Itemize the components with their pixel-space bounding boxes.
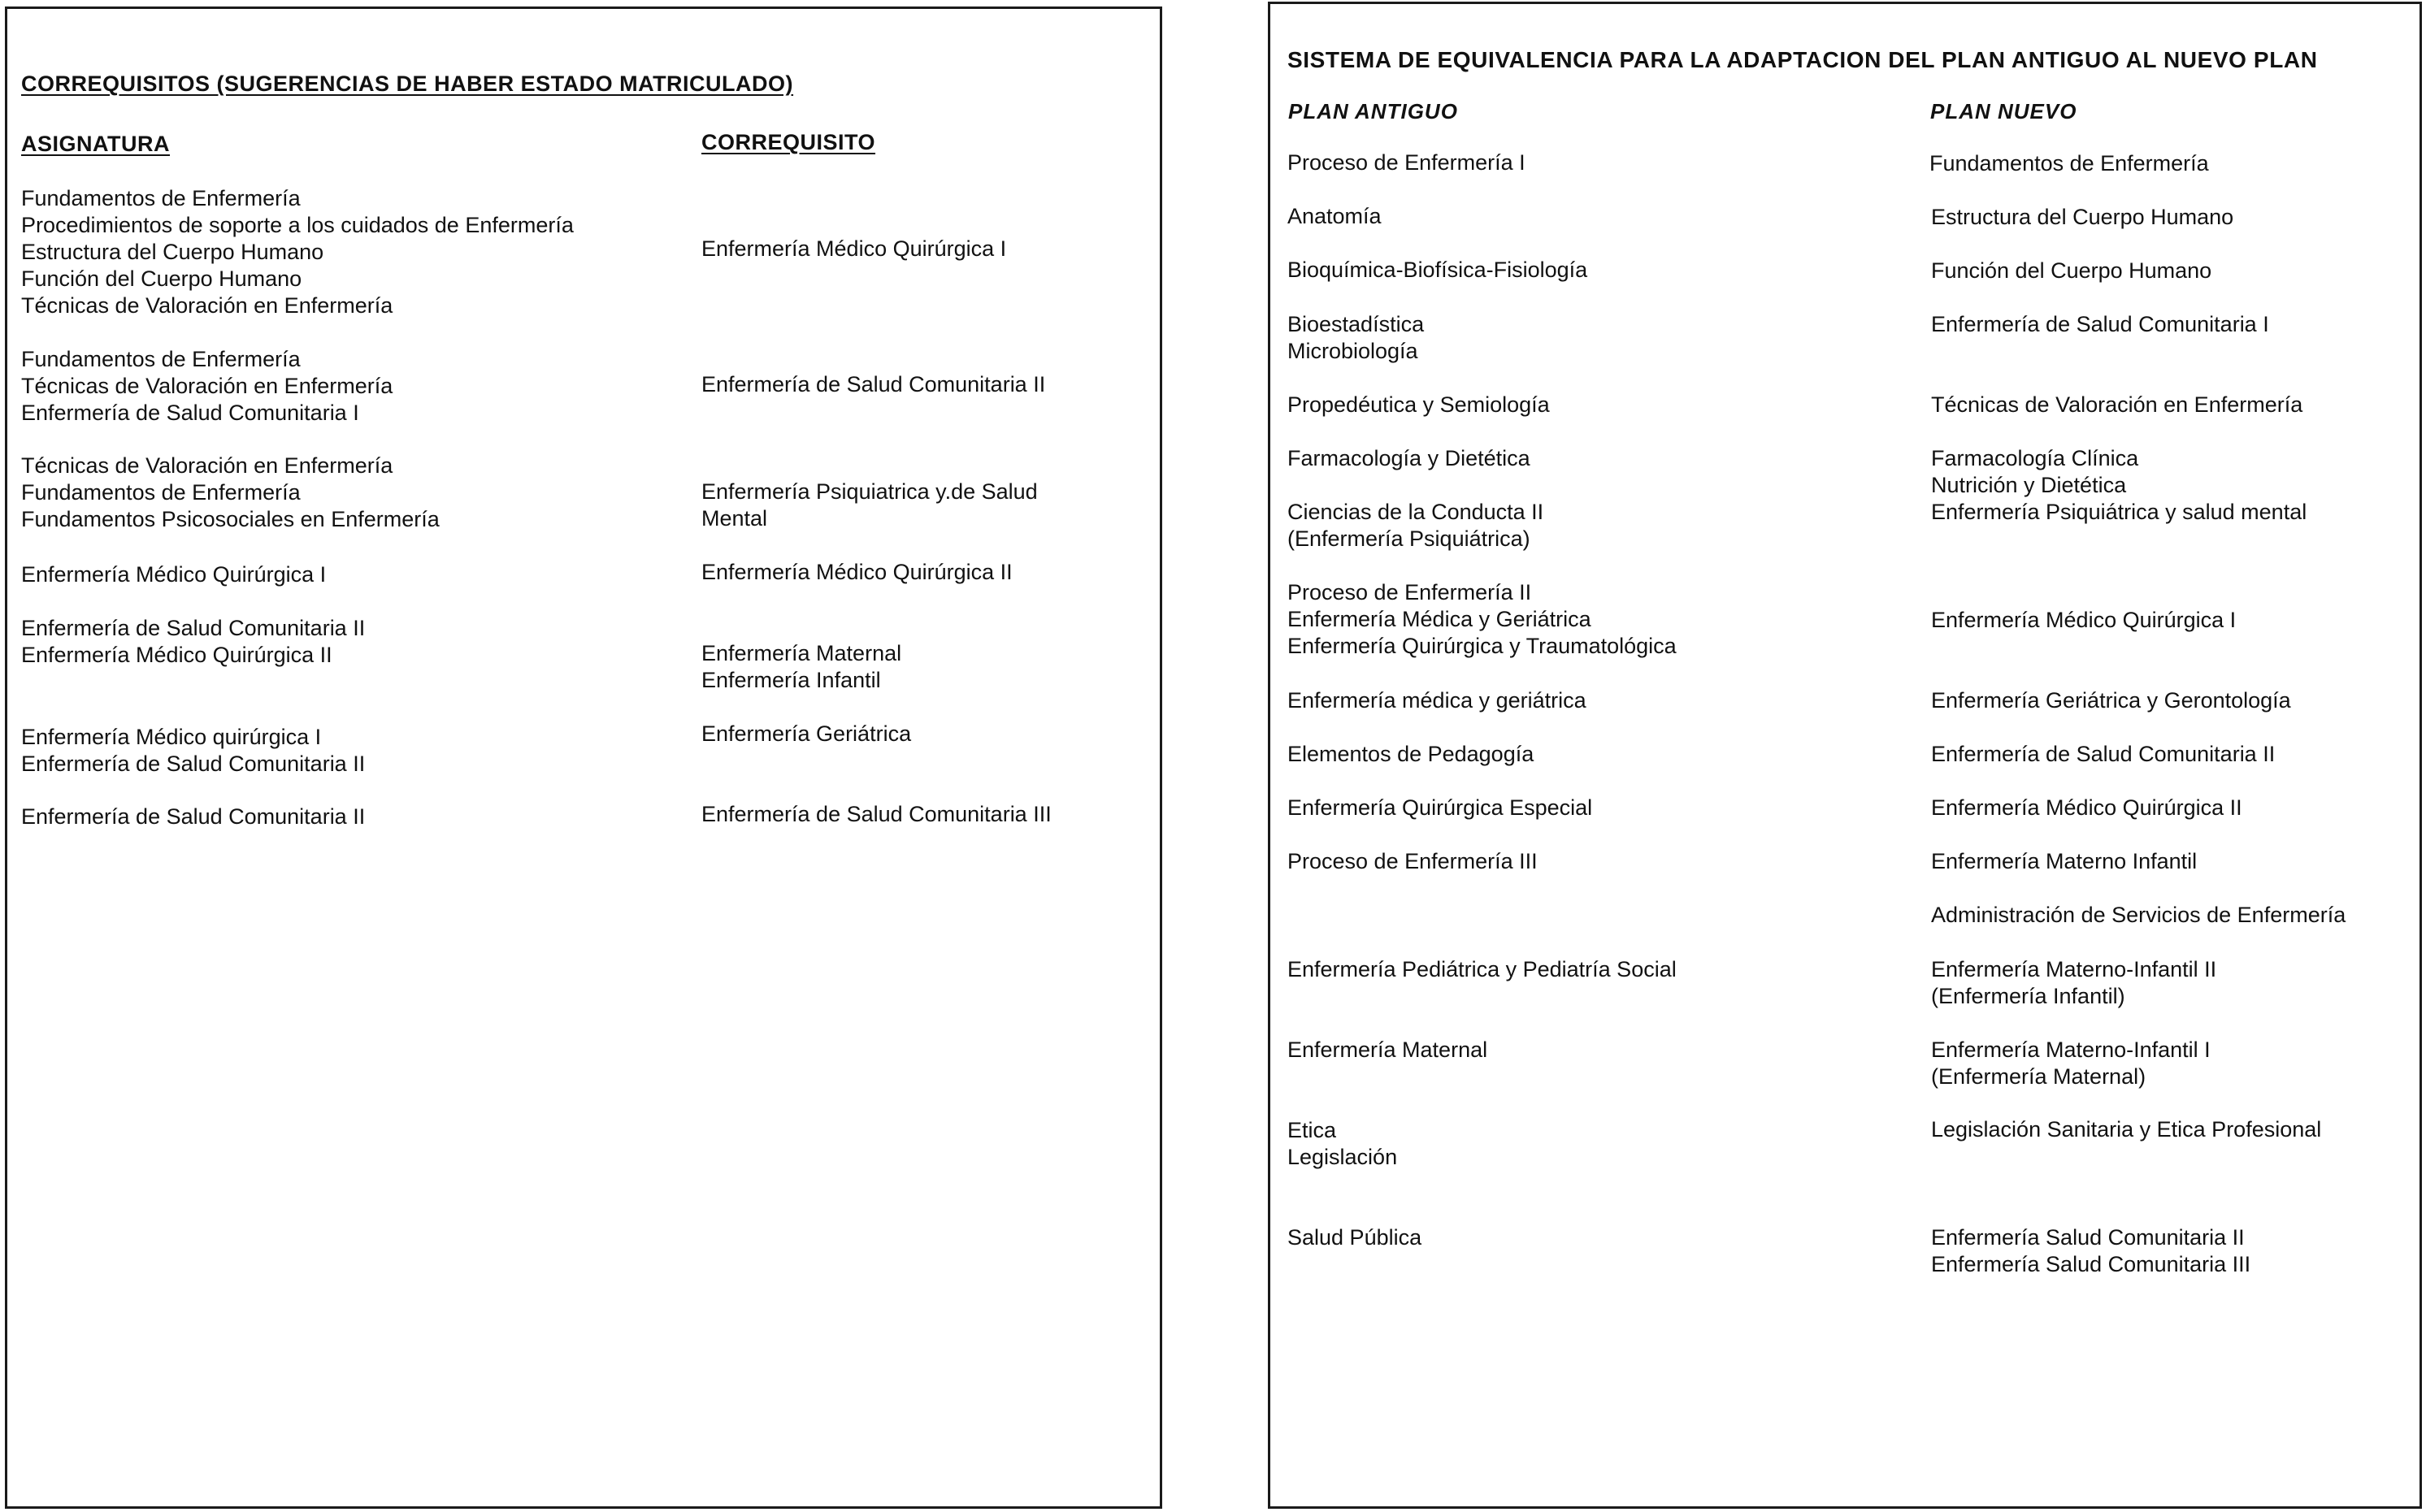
plan-nuevo-header: PLAN NUEVO: [1930, 99, 2077, 123]
plan-nuevo-line: Enfermería de Salud Comunitaria II: [1931, 742, 2276, 766]
asignatura-item: Enfermería de Salud Comunitaria II: [21, 752, 366, 776]
asignatura-group: [21, 724, 365, 778]
plan-antiguo-line: Elementos de Pedagogía: [1287, 742, 1534, 766]
plan-nuevo-line: Técnicas de Valoración en Enfermería: [1931, 392, 2303, 417]
plan-antiguo-cell: [1287, 445, 1530, 472]
plan-nuevo-line: Administración de Servicios de Enfermería: [1931, 903, 2346, 927]
plan-antiguo-line: Proceso de Enfermería I: [1287, 150, 1525, 175]
asignatura-item: Fundamentos de Enfermería: [21, 186, 301, 210]
plan-nuevo-cell: [1931, 1037, 2211, 1090]
plan-nuevo-cell: [1929, 150, 2209, 177]
correquisito-line: Enfermería de Salud Comunitaria II: [701, 372, 1046, 396]
plan-antiguo-cell: [1287, 1117, 1397, 1171]
plan-antiguo-line: Enfermería Maternal: [1287, 1038, 1488, 1062]
asignatura-item: Técnicas de Valoración en Enfermería: [21, 374, 393, 398]
correquisito-header: CORREQUISITO: [701, 130, 876, 154]
correquisito-item: [701, 236, 1006, 262]
plan-antiguo-cell: [1287, 499, 1543, 552]
asignatura-item: Fundamentos Psicosociales en Enfermería: [21, 507, 440, 531]
plan-antiguo-line: (Enfermería Psiquiátrica): [1287, 526, 1530, 551]
plan-antiguo-cell: [1287, 687, 1586, 714]
asignatura-group: [21, 346, 393, 427]
plan-nuevo-cell: [1931, 956, 2216, 1010]
asignatura-item: Técnicas de Valoración en Enfermería: [21, 293, 393, 318]
plan-nuevo-cell: [1931, 1224, 2250, 1278]
correquisitos-title: CORREQUISITOS (SUGERENCIAS DE HABER ESTADO MATRICULADO): [21, 71, 794, 96]
plan-antiguo-line: Enfermería Quirúrgica Especial: [1287, 795, 1593, 820]
plan-antiguo-line: Etica: [1287, 1118, 1337, 1142]
plan-nuevo-cell: [1931, 445, 2138, 499]
asignatura-group: [21, 561, 326, 588]
correquisito-line: Mental: [701, 506, 768, 531]
asignatura-item: Enfermería de Salud Comunitaria II: [21, 804, 366, 829]
plan-nuevo-cell: [1931, 258, 2211, 284]
plan-antiguo-line: Enfermería Quirúrgica y Traumatológica: [1287, 634, 1677, 658]
plan-nuevo-line: Nutrición y Dietética: [1931, 473, 2127, 497]
plan-antiguo-line: Propedéutica y Semiología: [1287, 392, 1550, 417]
plan-nuevo-line: Enfermería Materno Infantil: [1931, 849, 2198, 873]
plan-nuevo-cell: [1931, 607, 2236, 634]
correquisito-item: [701, 371, 1045, 398]
plan-nuevo-cell: [1931, 902, 2346, 929]
plan-antiguo-cell: [1287, 1037, 1487, 1064]
plan-nuevo-line: Enfermería Geriátrica y Gerontología: [1931, 688, 2291, 713]
plan-antiguo-cell: [1287, 392, 1550, 418]
equivalencia-title: SISTEMA DE EQUIVALENCIA PARA LA ADAPTACION DEL PLAN ANTIGUO AL NUEVO PLAN: [1287, 47, 2318, 72]
plan-nuevo-line: Farmacología Clínica: [1931, 446, 2139, 470]
plan-nuevo-cell: [1931, 392, 2302, 418]
plan-antiguo-line: Microbiología: [1287, 339, 1418, 363]
asignatura-item: Enfermería de Salud Comunitaria II: [21, 616, 366, 640]
plan-nuevo-line: Enfermería Materno-Infantil I: [1931, 1038, 2211, 1062]
correquisito-line: Enfermería Médico Quirúrgica I: [701, 236, 1007, 261]
plan-nuevo-line: Enfermería Médico Quirúrgica II: [1931, 795, 2242, 820]
correquisito-line: Enfermería Geriátrica: [701, 721, 912, 746]
asignatura-group: [21, 185, 574, 319]
plan-antiguo-cell: [1287, 579, 1677, 660]
asignatura-item: Enfermería de Salud Comunitaria I: [21, 401, 359, 425]
correquisito-line: Enfermería Infantil: [701, 668, 881, 692]
plan-antiguo-line: Salud Pública: [1287, 1225, 1422, 1250]
plan-antiguo-header: PLAN ANTIGUO: [1288, 99, 1458, 123]
asignatura-item: Estructura del Cuerpo Humano: [21, 240, 324, 264]
plan-nuevo-cell: [1931, 1116, 2321, 1143]
correquisito-item: [701, 479, 1038, 532]
correquisito-line: Enfermería Médico Quirúrgica II: [701, 560, 1013, 584]
plan-antiguo-cell: [1287, 956, 1677, 983]
plan-nuevo-line: Función del Cuerpo Humano: [1931, 258, 2212, 283]
plan-nuevo-cell: [1931, 795, 2242, 821]
asignatura-item: Fundamentos de Enfermería: [21, 347, 301, 371]
plan-antiguo-line: Ciencias de la Conducta II: [1287, 500, 1544, 524]
plan-nuevo-line: Enfermería Psiquiátrica y salud mental: [1931, 500, 2307, 524]
correquisito-item: [701, 640, 901, 694]
plan-antiguo-line: Enfermería Médica y Geriátrica: [1287, 607, 1591, 631]
plan-antiguo-line: Anatomía: [1287, 204, 1382, 228]
plan-nuevo-line: (Enfermería Infantil): [1931, 984, 2125, 1008]
correquisito-line: Enfermería Maternal: [701, 641, 902, 665]
plan-nuevo-line: Enfermería de Salud Comunitaria I: [1931, 312, 2269, 336]
plan-nuevo-line: Enfermería Médico Quirúrgica I: [1931, 608, 2237, 632]
plan-antiguo-line: Farmacología y Dietética: [1287, 446, 1530, 470]
plan-antiguo-cell: [1287, 311, 1424, 365]
asignatura-item: Enfermería Médico Quirúrgica II: [21, 643, 332, 667]
correquisito-item: [701, 801, 1052, 828]
correquisito-line: Enfermería de Salud Comunitaria III: [701, 802, 1052, 826]
plan-nuevo-cell: [1931, 204, 2233, 231]
plan-antiguo-cell: [1287, 149, 1525, 176]
asignatura-group: [21, 453, 440, 533]
plan-nuevo-cell: [1931, 687, 2291, 714]
asignatura-item: Enfermería Médico quirúrgica I: [21, 725, 322, 749]
plan-antiguo-cell: [1287, 1224, 1421, 1251]
asignatura-group: [21, 804, 365, 830]
plan-nuevo-line: Legislación Sanitaria y Etica Profesional: [1931, 1117, 2322, 1142]
correquisito-line: Enfermería Psiquiatrica y.de Salud: [701, 479, 1038, 504]
plan-nuevo-cell: [1931, 499, 2307, 526]
plan-antiguo-line: Enfermería Pediátrica y Pediatría Social: [1287, 957, 1677, 981]
plan-antiguo-line: Enfermería médica y geriátrica: [1287, 688, 1586, 713]
plan-nuevo-line: Enfermería Salud Comunitaria III: [1931, 1252, 2251, 1276]
plan-antiguo-line: Proceso de Enfermería II: [1287, 580, 1532, 604]
plan-antiguo-cell: [1287, 203, 1382, 230]
plan-antiguo-cell: [1287, 848, 1538, 875]
plan-nuevo-line: Enfermería Materno-Infantil II: [1931, 957, 2217, 981]
asignatura-header: ASIGNATURA: [21, 132, 170, 156]
asignatura-item: Fundamentos de Enfermería: [21, 480, 301, 505]
plan-antiguo-line: Bioquímica-Biofísica-Fisiología: [1287, 258, 1588, 282]
plan-nuevo-line: (Enfermería Maternal): [1931, 1064, 2146, 1089]
plan-antiguo-line: Legislación: [1287, 1145, 1398, 1169]
asignatura-item: Técnicas de Valoración en Enfermería: [21, 453, 393, 478]
plan-antiguo-line: Proceso de Enfermería III: [1287, 849, 1538, 873]
plan-nuevo-cell: [1931, 311, 2269, 338]
asignatura-item: Enfermería Médico Quirúrgica I: [21, 562, 327, 587]
plan-antiguo-cell: [1287, 257, 1587, 284]
asignatura-group: [21, 615, 365, 669]
plan-antiguo-line: Bioestadística: [1287, 312, 1425, 336]
plan-antiguo-cell: [1287, 741, 1534, 768]
asignatura-item: Función del Cuerpo Humano: [21, 266, 302, 291]
correquisito-item: [701, 721, 911, 747]
plan-nuevo-line: Fundamentos de Enfermería: [1929, 151, 2209, 175]
plan-nuevo-line: Enfermería Salud Comunitaria II: [1931, 1225, 2245, 1250]
correquisito-item: [701, 559, 1013, 586]
plan-nuevo-cell: [1931, 848, 2197, 875]
plan-antiguo-cell: [1287, 795, 1592, 821]
plan-nuevo-line: Estructura del Cuerpo Humano: [1931, 205, 2234, 229]
plan-nuevo-cell: [1931, 741, 2275, 768]
asignatura-item: Procedimientos de soporte a los cuidados de Enfermería: [21, 213, 574, 237]
